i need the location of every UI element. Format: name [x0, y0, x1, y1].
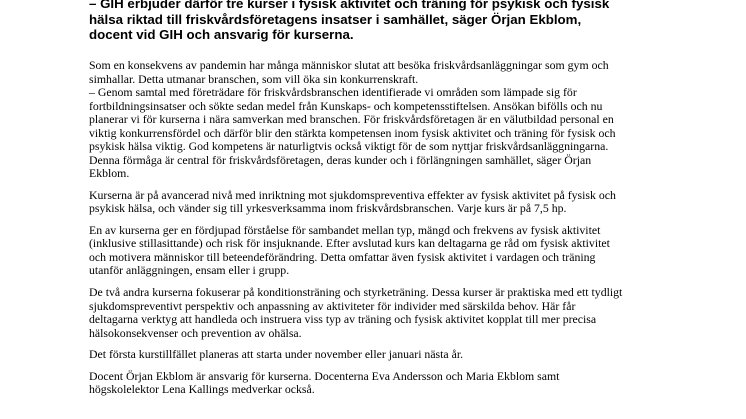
text-line: psykisk hälsa, och vänder sig till yrkesverksamma inom friskvårdsbranschen. Varje kurs är på 7,5 hp. [89, 201, 567, 216]
text-line: viktig konkurrensfördel och därför blir den stärkta kompetensen inom fysisk aktivitet och träning för fysisk och [89, 125, 616, 140]
lead-line: hälsa riktad till friskvårdsföretagens insatser i samhället, säger Örjan Ekblom, [89, 11, 582, 27]
paragraph-responsible [89, 370, 689, 397]
lead-line: – GIH erbjuder därför tre kurser i fysisk aktivitet och träning för psykisk och fysisk [89, 0, 610, 11]
paragraph-course-level [89, 189, 689, 216]
text-line: En av kurserna ger en fördjupad förståelse för sambandet mellan typ, mängd och frekvens av fysisk aktivitet [89, 222, 601, 237]
paragraph-start-date [89, 348, 689, 362]
text-line: Docent Örjan Ekblom är ansvarig för kurserna. Docenterna Eva Andersson och Maria Ekblom samt [89, 368, 560, 383]
text-line: utanför anläggningen, ensam eller i grupp. [89, 263, 290, 278]
text-line: sjukdomspreventivt perspektiv och anpassning av aktiviteter för individer med särskilda behov. Här får [89, 298, 576, 313]
text-line: – Genom samtal med företrädare för friskvårdsbranschen identifierade vi områden som lämpade sig för [89, 85, 577, 99]
text-line: Kurserna är på avancerad nivå med inriktning mot sjukdomspreventiva effekter av fysisk aktivitet på fysisk och [89, 187, 616, 202]
paragraph-other-courses [89, 286, 689, 340]
lead-line: docent vid GIH och ansvarig för kurserna. [89, 27, 354, 43]
text-line: planerar vi för kurserna i nära samverkan med branschen. För friskvårdsföretagen är en välutbildad personal en [89, 112, 614, 126]
text-line: hälsokonsekvenser och prevention av ohälsa. [89, 325, 302, 340]
paragraph-first-course [89, 224, 689, 278]
lead-quote [89, 0, 709, 43]
text-line: simhallar. Detta utmanar branschen, som vill öka sin konkurrenskraft. [89, 71, 419, 86]
paragraph-pandemic [89, 59, 689, 181]
text-line: och motivera människor till beteendeförändring. Detta omfattar även fysisk aktivitet i vardagen och träning [89, 249, 596, 264]
text-line: högskolelektor Lena Kallings medverkar också. [89, 382, 315, 397]
text-line: deltagarna verktyg att handleda och instruera viss typ av träning och fysisk aktivitet kopplat till mer precisa [89, 312, 597, 327]
text-line: Ekblom. [89, 166, 130, 180]
text-line: Det första kurstillfället planeras att starta under november eller januari nästa år. [89, 347, 464, 362]
article-body [89, 59, 689, 405]
text-line: fortbildningsinsatser och sökte sedan medel från Kunskaps- och kompetensstiftelsen. Ansökan bifölls och nu [89, 98, 603, 113]
text-line: Som en konsekvens av pandemin har många människor slutat att besöka friskvårdsanläggningar som gym och [89, 58, 609, 72]
text-line: psykisk hälsa viktig. God kompetens är naturligtvis också viktigt för de som nyttjar friskvårdsanläggningarna. [89, 139, 609, 153]
text-line: De två andra kurserna fokuserar på konditionsträning och styrketräning. Dessa kurser är praktiska med ett tydligt [89, 285, 623, 300]
text-line: Denna förmåga är central för friskvårdsföretagen, deras kunder och i förlängningen samhället, säger Örjan [89, 152, 592, 167]
text-line: (inklusive stillasittande) och risk för insjuknande. Efter avslutad kurs kan deltagarna ge råd om fysisk aktivitet [89, 236, 610, 251]
